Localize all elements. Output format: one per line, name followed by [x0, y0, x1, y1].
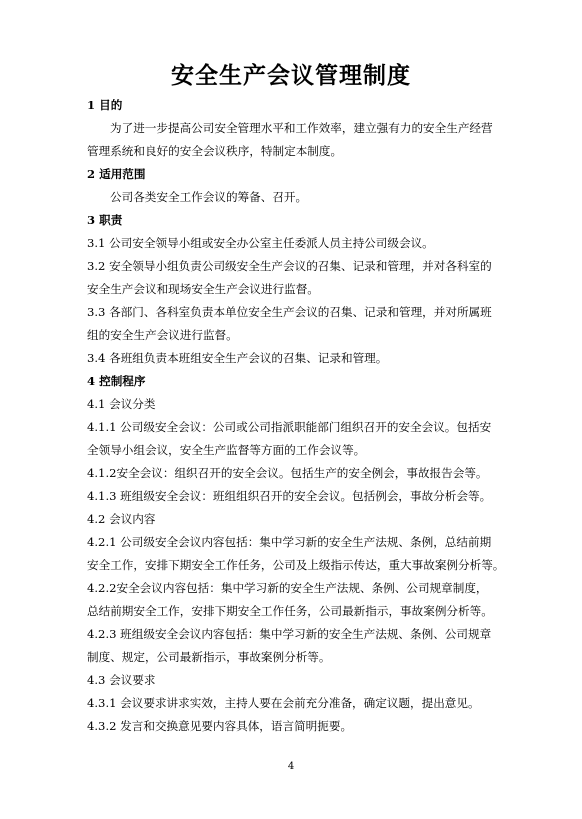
paragraph-line: 3.3 各部门、各科室负责本单位安全生产会议的召集、记录和管理，并对所属班: [87, 305, 492, 319]
paragraph-line: 公司各类安全工作会议的筹备、召开。: [110, 190, 308, 204]
paragraph-line: 3.4 各班组负责本班组安全生产会议的召集、记录和管理。: [87, 351, 388, 365]
section-heading-purpose: 1 目的: [87, 98, 123, 112]
paragraph-line: 4.2.1 公司级安全会议内容包括：集中学习新的安全生产法规、条例，总结前期: [87, 535, 492, 549]
paragraph-line: 3.1 公司安全领导小组或安全办公室主任委派人员主持公司级会议。: [87, 236, 434, 250]
paragraph-line: 3.2 安全领导小组负责公司级安全生产会议的召集、记录和管理，并对各科室的: [87, 259, 492, 273]
section-heading-procedure: 4 控制程序: [87, 374, 146, 388]
paragraph-line: 管理系统和良好的安全会议秩序，特制定本制度。: [87, 144, 343, 158]
paragraph-line: 安全生产会议和现场安全生产会议进行监督。: [87, 282, 319, 296]
paragraph-line: 制度、规定，公司最新指示，事故案例分析等。: [87, 650, 331, 664]
subsection-heading: 4.3 会议要求: [87, 673, 156, 687]
paragraph-line: 4.2.2安全会议内容包括：集中学习新的安全生产法规、条例、公司规章制度，: [87, 581, 488, 595]
subsection-heading: 4.1 会议分类: [87, 397, 156, 411]
document-title: 安全生产会议管理制度: [171, 62, 411, 89]
section-heading-duties: 3 职责: [87, 213, 123, 227]
paragraph-line: 总结前期安全工作，安排下期安全工作任务，公司最新指示，事故案例分析等。: [87, 604, 493, 618]
paragraph-line: 组的安全生产会议进行监督。: [87, 328, 238, 342]
paragraph-line: 4.1.2安全会议：组织召开的安全会议。包括生产的安全例会，事故报告会等。: [87, 466, 488, 480]
paragraph-line: 4.2.3 班组级安全会议内容包括：集中学习新的安全生产法规、条例、公司规章: [87, 627, 492, 641]
paragraph-line: 安全工作，安排下期安全工作任务，公司及上级指示传达，重大事故案例分析等。: [87, 558, 505, 572]
paragraph-line: 为了进一步提高公司安全管理水平和工作效率，建立强有力的安全生产经营: [110, 121, 493, 135]
paragraph-line: 全领导小组会议，安全生产监督等方面的工作会议等。: [87, 443, 366, 457]
paragraph-line: 4.3.2 发言和交换意见要内容具体，语言简明扼要。: [87, 719, 353, 733]
paragraph-line: 4.1.1 公司级安全会议：公司或公司指派职能部门组织召开的安全会议。包括安: [87, 420, 492, 434]
paragraph-line: 4.3.1 会议要求讲求实效，主持人要在会前充分准备，确定议题，提出意见。: [87, 696, 480, 710]
subsection-heading: 4.2 会议内容: [87, 512, 156, 526]
page-number: 4: [287, 761, 295, 772]
section-heading-scope: 2 适用范围: [87, 167, 146, 181]
paragraph-line: 4.1.3 班组级安全会议：班组组织召开的安全会议。包括例会，事故分析会等。: [87, 489, 492, 503]
